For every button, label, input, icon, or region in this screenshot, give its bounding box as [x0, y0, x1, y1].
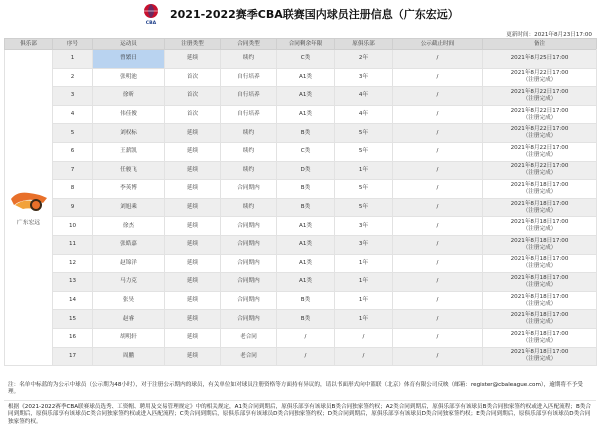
- cba-logo: [142, 3, 160, 25]
- cell-deadline: [483, 328, 597, 347]
- cell-contract: A1类: [277, 217, 335, 236]
- table-row: [5, 50, 597, 69]
- table-row: [5, 291, 597, 310]
- deadline-time: 2021年8月18日17:00: [510, 181, 569, 188]
- table-row: [5, 198, 597, 217]
- cell-orig: /: [393, 217, 483, 236]
- cell-deadline: [483, 142, 597, 161]
- cell-contract: A1类: [277, 105, 335, 124]
- table-row: [5, 328, 597, 347]
- cell-reg: 首次: [165, 87, 221, 106]
- cell-orig: /: [393, 254, 483, 273]
- cell-years: 3年: [335, 235, 393, 254]
- cell-no: 13: [53, 273, 93, 292]
- cell-name: 马力克: [93, 273, 165, 292]
- cell-reg: 延续: [165, 180, 221, 199]
- deadline-status: （注册完成）: [522, 114, 557, 121]
- cell-no: 11: [53, 235, 93, 254]
- cell-contract: /: [277, 328, 335, 347]
- cell-reg: 延续: [165, 142, 221, 161]
- cell-orig: /: [393, 50, 483, 69]
- cell-no: 12: [53, 254, 93, 273]
- cell-contract-type: 续约: [221, 161, 277, 180]
- cell-no: 17: [53, 347, 93, 366]
- column-header: 原俱乐部: [335, 39, 393, 50]
- cell-orig: /: [393, 180, 483, 199]
- deadline-time: 2021年8月18日17:00: [510, 312, 569, 319]
- cell-contract-type: 合同期内: [221, 180, 277, 199]
- deadline-time: 2021年8月18日17:00: [510, 274, 569, 281]
- deadline-status: （注册完成）: [522, 337, 557, 344]
- cell-name: 王薪凯: [93, 142, 165, 161]
- cell-reg: 延续: [165, 50, 221, 69]
- cell-deadline: [483, 180, 597, 199]
- cell-years: 5年: [335, 180, 393, 199]
- cell-no: 7: [53, 161, 93, 180]
- cell-orig: /: [393, 105, 483, 124]
- cell-name: 刘旭乘: [93, 198, 165, 217]
- cell-name: 胡明轩: [93, 328, 165, 347]
- cell-no: 8: [53, 180, 93, 199]
- cell-deadline: [483, 347, 597, 366]
- cell-years: 1年: [335, 254, 393, 273]
- cell-no: 15: [53, 310, 93, 329]
- cell-contract: B类: [277, 198, 335, 217]
- cell-contract-type: 自行培养: [221, 105, 277, 124]
- note-divider: [4, 400, 596, 401]
- deadline-time: 2021年8月18日17:00: [510, 200, 569, 207]
- cell-no: 4: [53, 105, 93, 124]
- cell-deadline: [483, 291, 597, 310]
- deadline-status: （注册完成）: [522, 244, 557, 251]
- cell-contract-type: 续约: [221, 124, 277, 143]
- cell-no: 5: [53, 124, 93, 143]
- deadline-time: 2021年8月25日17:00: [510, 55, 569, 62]
- page-header: [0, 0, 600, 28]
- column-header: 序号: [53, 39, 93, 50]
- cell-orig: /: [393, 68, 483, 87]
- cell-contract: C类: [277, 50, 335, 69]
- cell-reg: 延续: [165, 310, 221, 329]
- deadline-time: 2021年8月22日17:00: [510, 70, 569, 77]
- table-row: [5, 142, 597, 161]
- cell-no: 1: [53, 50, 93, 69]
- column-header: 合同剩余年限: [277, 39, 335, 50]
- cell-years: 4年: [335, 105, 393, 124]
- table-row: [5, 105, 597, 124]
- cell-years: 1年: [335, 273, 393, 292]
- cell-deadline: [483, 50, 597, 69]
- deadline-time: 2021年8月18日17:00: [510, 237, 569, 244]
- deadline-status: （注册完成）: [522, 263, 557, 270]
- column-header: 合同类型: [221, 39, 277, 50]
- deadline-time: 2021年8月18日17:00: [510, 256, 569, 263]
- deadline-time: 2021年8月22日17:00: [510, 88, 569, 95]
- cell-name: 徐杰: [93, 217, 165, 236]
- table-row: [5, 68, 597, 87]
- table-row: [5, 180, 597, 199]
- cell-name: 曾繁日: [93, 50, 165, 69]
- column-header: 注册类型: [165, 39, 221, 50]
- cell-orig: /: [393, 347, 483, 366]
- cell-contract-type: 续约: [221, 50, 277, 69]
- cell-contract-type: 合同期内: [221, 235, 277, 254]
- cell-no: 14: [53, 291, 93, 310]
- cell-no: 2: [53, 68, 93, 87]
- deadline-status: （注册完成）: [522, 95, 557, 102]
- cell-deadline: [483, 124, 597, 143]
- cell-name: 赵锦洋: [93, 254, 165, 273]
- deadline-status: （注册完成）: [522, 170, 557, 177]
- deadline-status: （注册完成）: [522, 319, 557, 326]
- deadline-time: 2021年8月22日17:00: [510, 126, 569, 133]
- cell-contract-type: 合同期内: [221, 273, 277, 292]
- cell-contract-type: 合同期内: [221, 217, 277, 236]
- cell-name: 周鹏: [93, 347, 165, 366]
- table-row: [5, 217, 597, 236]
- cell-reg: 首次: [165, 105, 221, 124]
- cell-contract-type: 合同期内: [221, 310, 277, 329]
- cell-name: 李英博: [93, 180, 165, 199]
- cell-orig: /: [393, 310, 483, 329]
- cell-years: 5年: [335, 124, 393, 143]
- cell-no: 10: [53, 217, 93, 236]
- cell-reg: 延续: [165, 235, 221, 254]
- cell-reg: 延续: [165, 198, 221, 217]
- note-regulation: 根据《2021-2022赛季CBA联赛球员选秀、工资帽、聘用及交易管理规定》中的相关规定，A1类合同到期后，原俱乐部享有该球员B类合同独家签约权；A2类合同到期后，原俱乐部享有该球员B类合同独家签约权或进入匹配流程；B类合同到期后，原俱乐部享有该球员C类合同独家签约权或进入匹配流程；C类合同到期后，原俱乐部享有该球员D类合同独家签约权；D类合同到期后，原俱乐部享有该球员D类合同独家签约权；E类合同到期后，原俱乐部享有该球员D类合同独家签约权。: [8, 404, 591, 425]
- registration-table: [4, 38, 597, 366]
- deadline-time: 2021年8月22日17:00: [510, 163, 569, 170]
- deadline-status: （注册完成）: [522, 188, 557, 195]
- cell-deadline: [483, 161, 597, 180]
- deadline-time: 2021年8月22日17:00: [510, 144, 569, 151]
- cell-years: 4年: [335, 87, 393, 106]
- cell-name: 张皓嘉: [93, 235, 165, 254]
- cell-no: 3: [53, 87, 93, 106]
- cell-reg: 延续: [165, 273, 221, 292]
- cell-contract: B类: [277, 180, 335, 199]
- table-row: [5, 124, 597, 143]
- cell-reg: 延续: [165, 328, 221, 347]
- cell-years: 5年: [335, 142, 393, 161]
- cell-years: /: [335, 347, 393, 366]
- deadline-status: （注册完成）: [522, 151, 557, 158]
- table-row: [5, 235, 597, 254]
- cell-name: 张明池: [93, 68, 165, 87]
- column-header: 备注: [483, 39, 597, 50]
- cell-contract: C类: [277, 142, 335, 161]
- cell-orig: /: [393, 198, 483, 217]
- deadline-time: 2021年8月18日17:00: [510, 349, 569, 356]
- cell-no: 6: [53, 142, 93, 161]
- cell-reg: 延续: [165, 161, 221, 180]
- deadline-status: （注册完成）: [522, 133, 557, 140]
- table-row: [5, 254, 597, 273]
- table-row: [5, 347, 597, 366]
- cell-contract: D类: [277, 161, 335, 180]
- cell-years: /: [335, 328, 393, 347]
- cell-orig: /: [393, 87, 483, 106]
- cell-contract-type: 自行培养: [221, 68, 277, 87]
- column-header: 俱乐部: [5, 39, 53, 50]
- cell-deadline: [483, 254, 597, 273]
- cell-contract-type: 续约: [221, 142, 277, 161]
- cell-contract: B类: [277, 291, 335, 310]
- cell-orig: /: [393, 235, 483, 254]
- cell-no: 16: [53, 328, 93, 347]
- deadline-time: 2021年8月18日17:00: [510, 330, 569, 337]
- cell-contract: A1类: [277, 235, 335, 254]
- cell-orig: /: [393, 124, 483, 143]
- cell-years: 1年: [335, 161, 393, 180]
- deadline-time: 2021年8月22日17:00: [510, 107, 569, 114]
- deadline-time: 2021年8月18日17:00: [510, 293, 569, 300]
- deadline-status: （注册完成）: [522, 77, 557, 84]
- cell-name: 伟佳俊: [93, 105, 165, 124]
- page-title: 2021-2022赛季CBA联赛国内球员注册信息（广东宏远）: [170, 8, 459, 21]
- cell-name: 赵睿: [93, 310, 165, 329]
- cell-years: 1年: [335, 291, 393, 310]
- cell-deadline: [483, 105, 597, 124]
- cell-contract: B类: [277, 124, 335, 143]
- cell-years: 2年: [335, 50, 393, 69]
- cell-deadline: [483, 87, 597, 106]
- cell-reg: 延续: [165, 217, 221, 236]
- deadline-status: （注册完成）: [522, 226, 557, 233]
- column-header: 运动员: [93, 39, 165, 50]
- cell-contract-type: 自行培养: [221, 87, 277, 106]
- cell-contract-type: 续约: [221, 198, 277, 217]
- table-row: [5, 161, 597, 180]
- cell-orig: /: [393, 328, 483, 347]
- club-cell: [5, 50, 53, 366]
- table-header-row: [5, 39, 597, 50]
- cell-years: 3年: [335, 68, 393, 87]
- cell-deadline: [483, 198, 597, 217]
- cell-contract: B类: [277, 310, 335, 329]
- cell-reg: 延续: [165, 291, 221, 310]
- cell-orig: /: [393, 142, 483, 161]
- update-time: 更新时间：2021年8月23日17:00: [506, 32, 592, 38]
- cell-reg: 延续: [165, 124, 221, 143]
- cell-deadline: [483, 273, 597, 292]
- cell-contract: A1类: [277, 68, 335, 87]
- deadline-status: （注册完成）: [522, 207, 557, 214]
- cell-years: 3年: [335, 217, 393, 236]
- deadline-status: （注册完成）: [522, 281, 557, 288]
- deadline-status: （注册完成）: [522, 356, 557, 363]
- cell-name: 刘权标: [93, 124, 165, 143]
- deadline-status: （注册完成）: [522, 300, 557, 307]
- table-row: [5, 273, 597, 292]
- cell-contract: A1类: [277, 273, 335, 292]
- cell-orig: /: [393, 161, 483, 180]
- cell-orig: /: [393, 291, 483, 310]
- club-name: 广东宏远: [16, 219, 41, 226]
- cell-deadline: [483, 217, 597, 236]
- cell-reg: 延续: [165, 347, 221, 366]
- cell-contract-type: 合同期内: [221, 254, 277, 273]
- column-header: 公示截止时间: [393, 39, 483, 50]
- cell-reg: 首次: [165, 68, 221, 87]
- cell-name: 任骏飞: [93, 161, 165, 180]
- table-body: [5, 50, 597, 366]
- note-disclaimer: 注：名单中标蓝的为公示中球员（公示期为48小时），对于注册公示期内的球员，有关单位如对球员注册资格等方面持有异议的，请以书面形式向中篮联（北京）体育有限公司反映（邮箱：register@cbaleague.com），逾期将不予受理。: [8, 382, 583, 396]
- cell-deadline: [483, 235, 597, 254]
- cell-name: 徐昕: [93, 87, 165, 106]
- cell-deadline: [483, 68, 597, 87]
- cba-logo-text: CBA: [145, 21, 157, 25]
- cell-contract: /: [277, 347, 335, 366]
- cell-years: 5年: [335, 198, 393, 217]
- cell-no: 9: [53, 198, 93, 217]
- cell-contract-type: 老合同: [221, 347, 277, 366]
- cell-contract: A1类: [277, 254, 335, 273]
- table-row: [5, 87, 597, 106]
- cell-years: 1年: [335, 310, 393, 329]
- cell-deadline: [483, 310, 597, 329]
- cell-name: 张昊: [93, 291, 165, 310]
- cell-reg: 延续: [165, 254, 221, 273]
- deadline-time: 2021年8月18日17:00: [510, 219, 569, 226]
- cell-contract-type: 合同期内: [221, 291, 277, 310]
- guangdong-club-logo: [9, 189, 49, 217]
- cell-contract: A1类: [277, 87, 335, 106]
- table-row: [5, 310, 597, 329]
- cell-orig: /: [393, 273, 483, 292]
- cell-contract-type: 老合同: [221, 328, 277, 347]
